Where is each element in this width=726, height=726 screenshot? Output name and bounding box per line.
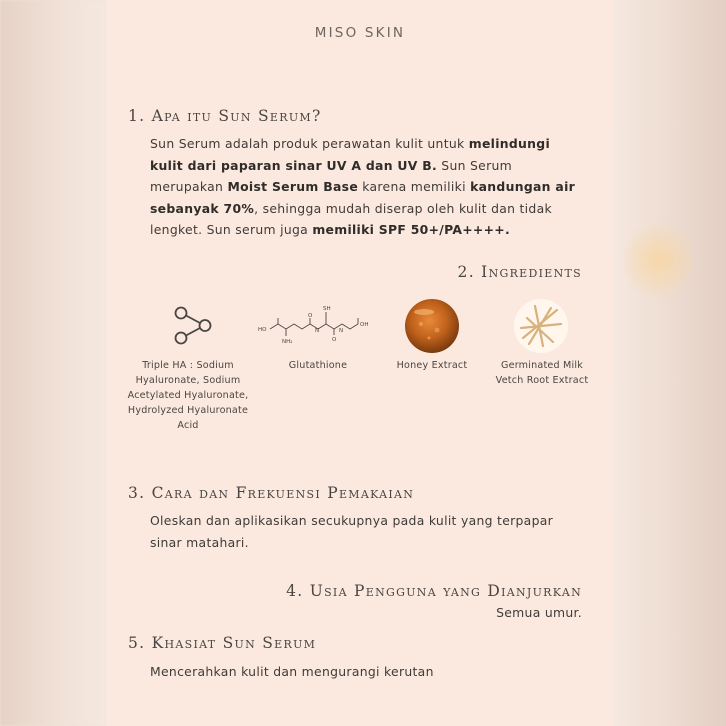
glut-ho: HO bbox=[258, 327, 267, 333]
section-1-heading: 1. Apa itu Sun Serum? bbox=[128, 107, 322, 125]
s1-text-2: Sun Serum merupakan bbox=[150, 157, 513, 194]
glut-oh: OH bbox=[360, 322, 369, 328]
s1-bold-1: melindungi kulit dari paparan sinar UV A dan UV B. bbox=[150, 136, 551, 173]
honey-icon bbox=[404, 298, 460, 354]
section-4-paragraph: Semua umur. bbox=[496, 605, 582, 620]
s1-bold-3: kandungan air sebanyak 70% bbox=[150, 179, 576, 216]
section-3-paragraph: Oleskan dan aplikasikan secukupnya pada kulit yang terpapar sinar matahari. bbox=[150, 513, 554, 550]
section-5-paragraph: Mencerahkan kulit dan mengurangi kerutan bbox=[150, 664, 434, 679]
s1-text-4: , sehingga mudah diserap oleh kulit dan tidak lengket. Sun serum juga bbox=[150, 200, 552, 237]
section-1-paragraph bbox=[150, 133, 586, 241]
brand-title: MISO SKIN bbox=[314, 25, 406, 41]
section-2-heading: 2. Ingredients bbox=[457, 263, 582, 281]
glut-o2: O bbox=[332, 337, 337, 343]
glutathione-structure-icon bbox=[256, 298, 376, 348]
document-page bbox=[106, 0, 614, 726]
s1-text-3: karena memiliki bbox=[358, 179, 471, 194]
s1-text-1: Sun Serum adalah produk perawatan kulit untuk bbox=[150, 136, 469, 151]
glut-sh: SH bbox=[323, 306, 331, 312]
molecule-network-icon bbox=[172, 305, 218, 345]
section-3-heading: 3. Cara dan Frekuensi Pemakaian bbox=[128, 484, 415, 502]
section-5-heading: 5. Khasiat Sun Serum bbox=[128, 634, 317, 652]
glut-n1: N bbox=[315, 328, 320, 334]
s1-bold-4: memiliki SPF 50+/PA++++. bbox=[312, 222, 510, 237]
ingredient-honey-label: Honey Extract bbox=[396, 360, 468, 371]
glut-nh2: NH₂ bbox=[282, 339, 293, 345]
blurred-background-left bbox=[0, 0, 106, 726]
blurred-background-right bbox=[614, 0, 726, 726]
glut-n2: N bbox=[339, 328, 344, 334]
ingredient-glutathione-label: Glutathione bbox=[288, 360, 348, 371]
section-4-heading: 4. Usia Pengguna yang Dianjurkan bbox=[286, 582, 582, 600]
root-icon bbox=[513, 298, 569, 354]
glut-o1: O bbox=[308, 313, 313, 319]
ingredient-root-label: Germinated Milk Vetch Root Extract bbox=[495, 360, 589, 386]
background-glow bbox=[624, 215, 694, 305]
s1-bold-2: Moist Serum Base bbox=[227, 179, 359, 194]
ingredient-triple-ha-label: Triple HA : Sodium Hyaluronate, Sodium Acetylated Hyaluronate, Hydrolyzed Hyaluronate Acid bbox=[127, 360, 249, 431]
